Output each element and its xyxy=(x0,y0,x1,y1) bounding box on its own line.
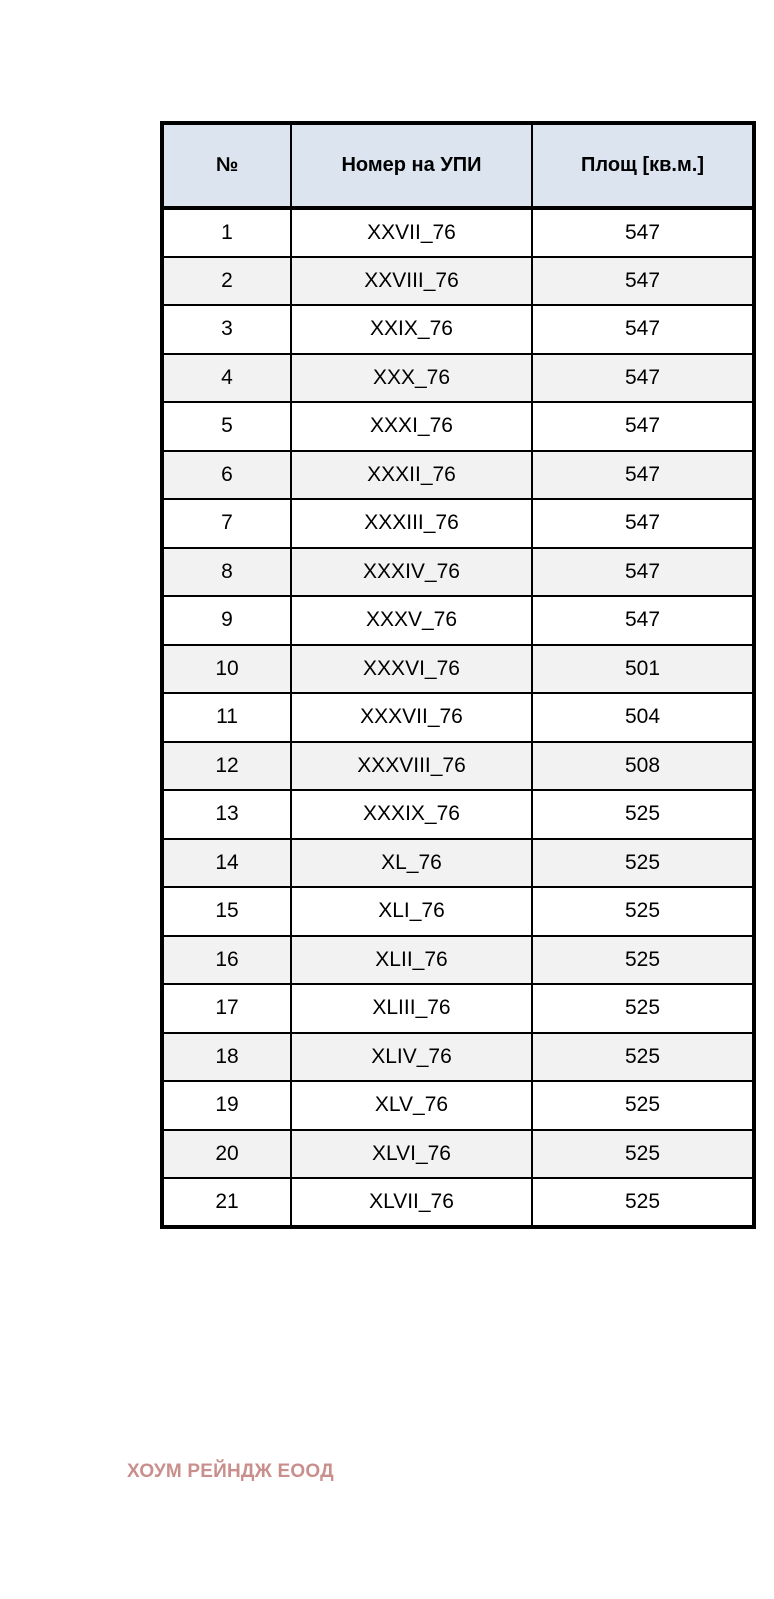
cell-upi-number: XLVI_76 xyxy=(291,1130,532,1179)
cell-upi-number: XLIII_76 xyxy=(291,984,532,1033)
table-row xyxy=(162,790,754,839)
cell-area: 547 xyxy=(532,499,754,548)
cell-area: 525 xyxy=(532,1130,754,1179)
table-row xyxy=(162,984,754,1033)
table-row xyxy=(162,1130,754,1179)
table-header-row xyxy=(162,123,754,208)
cell-upi-number: XXXVI_76 xyxy=(291,645,532,694)
cell-number: 19 xyxy=(162,1081,291,1130)
header-number: № xyxy=(162,123,291,208)
table-row xyxy=(162,451,754,500)
cell-number: 20 xyxy=(162,1130,291,1179)
table-row xyxy=(162,548,754,597)
table-row xyxy=(162,839,754,888)
cell-upi-number: XXX_76 xyxy=(291,354,532,403)
cell-upi-number: XLIV_76 xyxy=(291,1033,532,1082)
cell-number: 8 xyxy=(162,548,291,597)
cell-upi-number: XLII_76 xyxy=(291,936,532,985)
cell-number: 4 xyxy=(162,354,291,403)
table-row xyxy=(162,742,754,791)
table-row xyxy=(162,257,754,306)
cell-upi-number: XXXII_76 xyxy=(291,451,532,500)
table-row xyxy=(162,645,754,694)
cell-number: 17 xyxy=(162,984,291,1033)
cell-number: 12 xyxy=(162,742,291,791)
cell-number: 11 xyxy=(162,693,291,742)
table-row xyxy=(162,1178,754,1227)
cell-area: 547 xyxy=(532,257,754,306)
cell-number: 10 xyxy=(162,645,291,694)
cell-area: 525 xyxy=(532,1033,754,1082)
cell-area: 547 xyxy=(532,596,754,645)
cell-area: 501 xyxy=(532,645,754,694)
cell-upi-number: XXXVII_76 xyxy=(291,693,532,742)
cell-upi-number: XXXIX_76 xyxy=(291,790,532,839)
cell-upi-number: XLI_76 xyxy=(291,887,532,936)
table-row xyxy=(162,936,754,985)
cell-upi-number: XXVIII_76 xyxy=(291,257,532,306)
cell-number: 3 xyxy=(162,305,291,354)
cell-area: 547 xyxy=(532,305,754,354)
cell-number: 14 xyxy=(162,839,291,888)
cell-area: 525 xyxy=(532,984,754,1033)
table-row xyxy=(162,402,754,451)
cell-upi-number: XXXIV_76 xyxy=(291,548,532,597)
cell-upi-number: XXXIII_76 xyxy=(291,499,532,548)
upi-area-table xyxy=(160,121,756,1229)
cell-upi-number: XLVII_76 xyxy=(291,1178,532,1227)
cell-number: 15 xyxy=(162,887,291,936)
cell-number: 21 xyxy=(162,1178,291,1227)
cell-upi-number: XXXV_76 xyxy=(291,596,532,645)
cell-number: 6 xyxy=(162,451,291,500)
table-row xyxy=(162,208,754,257)
table-row xyxy=(162,887,754,936)
cell-number: 7 xyxy=(162,499,291,548)
cell-upi-number: XXVII_76 xyxy=(291,208,532,257)
header-upi-number: Номер на УПИ xyxy=(291,123,532,208)
cell-area: 547 xyxy=(532,402,754,451)
cell-upi-number: XXIX_76 xyxy=(291,305,532,354)
cell-area: 547 xyxy=(532,451,754,500)
cell-number: 2 xyxy=(162,257,291,306)
cell-number: 5 xyxy=(162,402,291,451)
table-row xyxy=(162,1081,754,1130)
cell-area: 525 xyxy=(532,936,754,985)
header-area: Площ [кв.м.] xyxy=(532,123,754,208)
table-row xyxy=(162,1033,754,1082)
cell-number: 16 xyxy=(162,936,291,985)
cell-upi-number: XXXVIII_76 xyxy=(291,742,532,791)
table-row xyxy=(162,305,754,354)
table-row xyxy=(162,596,754,645)
table-body xyxy=(162,208,754,1227)
table-row xyxy=(162,693,754,742)
cell-upi-number: XXXI_76 xyxy=(291,402,532,451)
cell-area: 547 xyxy=(532,354,754,403)
cell-area: 525 xyxy=(532,790,754,839)
cell-area: 504 xyxy=(532,693,754,742)
cell-area: 525 xyxy=(532,839,754,888)
cell-area: 525 xyxy=(532,1081,754,1130)
cell-area: 547 xyxy=(532,548,754,597)
company-name: ХОУМ РЕЙНДЖ ЕООД xyxy=(127,1461,334,1482)
cell-number: 18 xyxy=(162,1033,291,1082)
cell-number: 9 xyxy=(162,596,291,645)
cell-upi-number: XL_76 xyxy=(291,839,532,888)
cell-area: 525 xyxy=(532,887,754,936)
table-row xyxy=(162,354,754,403)
table-row xyxy=(162,499,754,548)
cell-area: 525 xyxy=(532,1178,754,1227)
cell-area: 547 xyxy=(532,208,754,257)
cell-number: 13 xyxy=(162,790,291,839)
cell-number: 1 xyxy=(162,208,291,257)
cell-upi-number: XLV_76 xyxy=(291,1081,532,1130)
cell-area: 508 xyxy=(532,742,754,791)
